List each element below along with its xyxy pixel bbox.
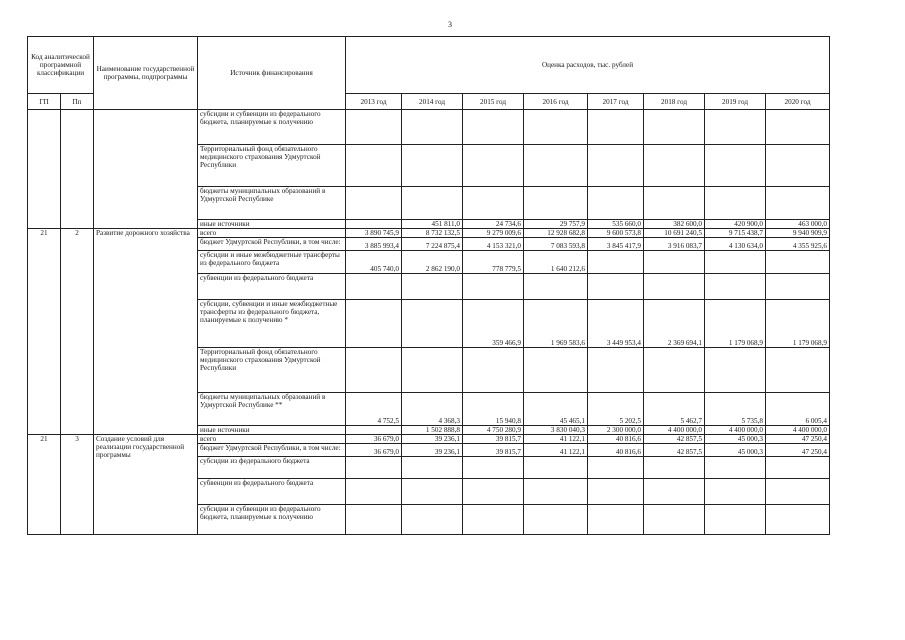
value-cell — [705, 274, 766, 300]
year-header: 2015 год — [463, 94, 524, 110]
value-cell: 4 153 321,0 — [463, 238, 524, 251]
value-cell: 5 202,5 — [588, 393, 644, 426]
value-cell: 41 122,1 — [524, 435, 588, 444]
source-cell: бюджет Удмуртской Республики, в том числе: — [198, 238, 346, 251]
pp-header: Пп — [61, 94, 94, 110]
value-cell — [463, 348, 524, 393]
value-cell: 4 400 000,0 — [644, 426, 705, 435]
page-number: 3 — [448, 20, 452, 29]
code-header: Код аналитической программной классификации — [28, 37, 94, 94]
value-cell: 420 900,0 — [705, 220, 766, 229]
value-cell: 7 224 875,4 — [402, 238, 463, 251]
value-cell: 12 928 682,8 — [524, 229, 588, 238]
value-cell — [346, 145, 402, 187]
value-cell: 1 969 583,6 — [524, 300, 588, 348]
source-cell: Территориальный фонд обязательного медицинского страхования Удмуртской Республики — [198, 145, 346, 187]
source-cell: всего — [198, 229, 346, 238]
value-cell — [402, 187, 463, 220]
value-cell: 4 130 634,0 — [705, 238, 766, 251]
value-cell — [644, 110, 705, 145]
value-cell — [463, 505, 524, 535]
value-cell: 8 732 132,5 — [402, 229, 463, 238]
year-header: 2013 год — [346, 94, 402, 110]
value-cell — [346, 110, 402, 145]
value-cell — [588, 457, 644, 479]
value-cell — [588, 505, 644, 535]
value-cell: 359 466,9 — [463, 300, 524, 348]
pp-cell: 2 — [61, 229, 94, 435]
source-cell: субсидии, субвенции и иные межбюджетные трансферты из федерального бюджета, планируемые к получению * — [198, 300, 346, 348]
value-cell — [524, 274, 588, 300]
value-cell — [463, 457, 524, 479]
value-cell — [588, 251, 644, 274]
value-cell: 1 179 068,9 — [705, 300, 766, 348]
source-header: Источник финансирования — [198, 37, 346, 110]
value-cell — [705, 457, 766, 479]
value-cell: 3 916 083,7 — [644, 238, 705, 251]
value-cell: 1 179 068,9 — [766, 300, 830, 348]
value-cell: 9 279 009,6 — [463, 229, 524, 238]
value-cell: 36 679,0 — [346, 444, 402, 457]
value-cell: 535 660,0 — [588, 220, 644, 229]
value-cell: 47 250,4 — [766, 444, 830, 457]
value-cell — [644, 479, 705, 505]
value-cell: 1 502 888,8 — [402, 426, 463, 435]
value-cell — [402, 505, 463, 535]
value-cell — [766, 187, 830, 220]
value-cell — [463, 145, 524, 187]
source-cell: субвенции из федерального бюджета — [198, 479, 346, 505]
value-cell: 4 750 280,9 — [463, 426, 524, 435]
value-cell: 4 400 000,0 — [766, 426, 830, 435]
value-cell — [524, 145, 588, 187]
value-cell: 3 890 745,9 — [346, 229, 402, 238]
value-cell — [588, 348, 644, 393]
value-cell: 10 691 240,5 — [644, 229, 705, 238]
value-cell — [524, 187, 588, 220]
gp-header: ГП — [28, 94, 61, 110]
source-cell: бюджет Удмуртской Республики, в том числе: — [198, 444, 346, 457]
value-cell: 40 816,6 — [588, 435, 644, 444]
value-cell: 2 369 694,1 — [644, 300, 705, 348]
value-cell — [402, 274, 463, 300]
value-cell — [346, 505, 402, 535]
year-header: 2016 год — [524, 94, 588, 110]
value-cell: 463 000,0 — [766, 220, 830, 229]
table-row — [28, 110, 830, 145]
value-cell — [705, 505, 766, 535]
value-cell — [766, 457, 830, 479]
pp-cell: 3 — [61, 435, 94, 535]
value-cell — [346, 274, 402, 300]
table-row — [28, 435, 830, 444]
value-cell: 2 300 000,0 — [588, 426, 644, 435]
value-cell: 39 815,7 — [463, 435, 524, 444]
value-cell — [766, 505, 830, 535]
value-cell — [463, 274, 524, 300]
value-cell — [705, 251, 766, 274]
value-cell: 4 368,3 — [402, 393, 463, 426]
value-cell: 4 400 000,0 — [705, 426, 766, 435]
value-cell — [588, 145, 644, 187]
value-cell — [766, 479, 830, 505]
value-cell — [346, 220, 402, 229]
value-cell — [524, 348, 588, 393]
value-cell: 4 355 925,6 — [766, 238, 830, 251]
value-cell — [588, 110, 644, 145]
value-cell — [346, 187, 402, 220]
value-cell: 45 000,3 — [705, 435, 766, 444]
source-cell: субсидии из федерального бюджета — [198, 457, 346, 479]
value-cell: 382 600,0 — [644, 220, 705, 229]
value-cell — [644, 505, 705, 535]
value-cell: 9 600 573,8 — [588, 229, 644, 238]
value-cell — [644, 187, 705, 220]
value-cell — [705, 110, 766, 145]
value-cell — [705, 187, 766, 220]
value-cell — [402, 300, 463, 348]
value-cell — [766, 251, 830, 274]
value-cell — [644, 457, 705, 479]
value-cell — [588, 187, 644, 220]
value-cell — [588, 274, 644, 300]
source-cell: бюджеты муниципальных образований в Удмуртской Республике — [198, 187, 346, 220]
value-cell: 41 122,1 — [524, 444, 588, 457]
value-cell: 9 940 909,9 — [766, 229, 830, 238]
value-cell: 778 779,5 — [463, 251, 524, 274]
source-cell: иные источники — [198, 220, 346, 229]
year-header: 2020 год — [766, 94, 830, 110]
value-cell — [524, 110, 588, 145]
value-cell — [524, 479, 588, 505]
value-cell — [346, 457, 402, 479]
value-cell — [346, 479, 402, 505]
value-cell — [644, 145, 705, 187]
value-cell: 1 640 212,6 — [524, 251, 588, 274]
source-cell: субсидии и субвенции из федерального бюджета, планируемые к получению — [198, 505, 346, 535]
value-cell: 47 250,4 — [766, 435, 830, 444]
value-cell: 6 005,4 — [766, 393, 830, 426]
value-cell — [644, 274, 705, 300]
value-cell: 5 462,7 — [644, 393, 705, 426]
source-cell: всего — [198, 435, 346, 444]
value-cell — [524, 505, 588, 535]
source-cell: Территориальный фонд обязательного медицинского страхования Удмуртской Республики — [198, 348, 346, 393]
value-cell — [705, 479, 766, 505]
value-cell — [346, 348, 402, 393]
year-header: 2019 год — [705, 94, 766, 110]
value-cell: 7 083 593,8 — [524, 238, 588, 251]
value-cell: 405 740,0 — [346, 251, 402, 274]
year-header: 2014 год — [402, 94, 463, 110]
value-cell — [766, 145, 830, 187]
source-cell: субсидии и субвенции из федерального бюджета, планируемые к получению — [198, 110, 346, 145]
value-cell — [644, 348, 705, 393]
name-header: Наименование государственной программы, подпрограммы — [94, 37, 198, 110]
value-cell: 42 857,5 — [644, 444, 705, 457]
value-cell — [346, 300, 402, 348]
value-cell — [402, 145, 463, 187]
value-cell — [705, 348, 766, 393]
value-cell: 42 857,5 — [644, 435, 705, 444]
value-cell: 45 000,3 — [705, 444, 766, 457]
value-cell — [588, 479, 644, 505]
value-cell: 45 465,1 — [524, 393, 588, 426]
value-cell — [402, 110, 463, 145]
value-cell: 451 811,0 — [402, 220, 463, 229]
source-cell: субвенции из федерального бюджета — [198, 274, 346, 300]
value-cell — [463, 479, 524, 505]
value-cell: 3 845 417,9 — [588, 238, 644, 251]
value-cell: 9 715 438,7 — [705, 229, 766, 238]
program-name: Развитие дорожного хозяйства — [94, 229, 198, 435]
value-cell: 36 679,0 — [346, 435, 402, 444]
value-cell: 40 816,6 — [588, 444, 644, 457]
value-cell: 3 830 040,3 — [524, 426, 588, 435]
value-cell — [402, 457, 463, 479]
value-cell — [524, 457, 588, 479]
value-cell — [705, 145, 766, 187]
name-cell — [94, 110, 198, 229]
value-cell — [766, 274, 830, 300]
value-cell — [346, 426, 402, 435]
source-cell: субсидии и иные межбюджетные трансферты из федерального бюджета — [198, 251, 346, 274]
estimate-header: Оценка расходов, тыс. рублей — [346, 37, 830, 94]
value-cell — [463, 187, 524, 220]
value-cell: 15 940,8 — [463, 393, 524, 426]
value-cell: 3 449 953,4 — [588, 300, 644, 348]
value-cell — [463, 110, 524, 145]
value-cell — [766, 110, 830, 145]
value-cell: 4 752,5 — [346, 393, 402, 426]
year-header: 2018 год — [644, 94, 705, 110]
gp-cell — [28, 110, 61, 229]
gp-cell: 21 — [28, 435, 61, 535]
value-cell: 2 862 190,0 — [402, 251, 463, 274]
budget-table — [27, 36, 830, 535]
table-row — [28, 229, 830, 238]
year-header: 2017 год — [588, 94, 644, 110]
value-cell: 39 815,7 — [463, 444, 524, 457]
program-name: Создание условий для реализации государственной программы — [94, 435, 198, 535]
value-cell — [402, 479, 463, 505]
gp-cell: 21 — [28, 229, 61, 435]
value-cell: 29 757,9 — [524, 220, 588, 229]
pp-cell — [61, 110, 94, 229]
value-cell — [402, 348, 463, 393]
value-cell: 24 734,6 — [463, 220, 524, 229]
source-cell: иные источники — [198, 426, 346, 435]
value-cell: 39 236,1 — [402, 435, 463, 444]
value-cell — [766, 348, 830, 393]
value-cell: 3 885 993,4 — [346, 238, 402, 251]
value-cell: 5 735,8 — [705, 393, 766, 426]
source-cell: бюджеты муниципальных образований в Удмуртской Республике ** — [198, 393, 346, 426]
value-cell: 39 236,1 — [402, 444, 463, 457]
value-cell — [644, 251, 705, 274]
